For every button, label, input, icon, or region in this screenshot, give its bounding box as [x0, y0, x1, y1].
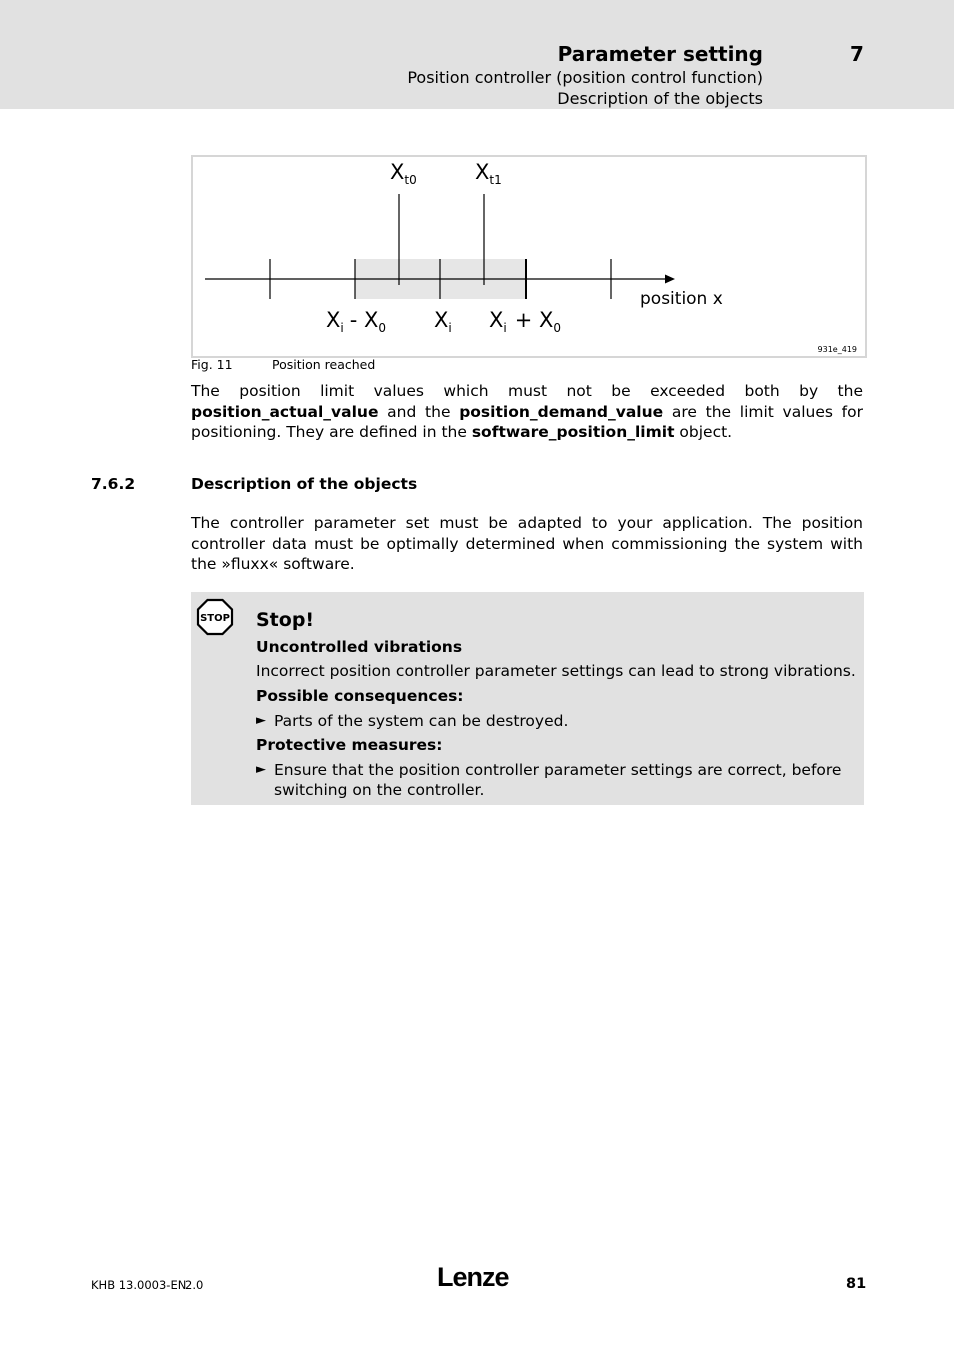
hazard-heading: Uncontrolled vibrations [256, 638, 463, 656]
chapter-title: Parameter setting [557, 42, 763, 66]
section-number: 7.6.2 [91, 475, 136, 493]
label-target-position: $X_i$ [434, 308, 452, 335]
consequence-item: ► Parts of the system can be destroyed. [256, 712, 569, 730]
label-upper-limit: $X_i + X_0$ [489, 308, 562, 335]
consequences-label: Possible consequences: [256, 687, 464, 705]
measures-label: Protective measures: [256, 736, 443, 754]
intro-paragraph: The position limit values which must not be exceeded both by the position_actual_value and the position_demand_value are the limit values for positioning. They are defined in the software_position_limit object. [191, 382, 863, 441]
measure-item: ► Ensure that the position controller parameter settings are correct, before switching on the controller. [256, 761, 842, 799]
section-subtitle: Position controller (position control function) [407, 68, 763, 87]
chapter-number: 7 [850, 42, 864, 66]
subsection-subtitle: Description of the objects [557, 89, 763, 108]
axis-arrowhead [665, 275, 675, 284]
hazard-description: Incorrect position controller parameter settings can lead to strong vibrations. [256, 662, 856, 680]
figure-number: Fig. 11 [191, 357, 233, 372]
svg-text:STOP: STOP [200, 613, 230, 624]
bullet-arrow-icon: ► [256, 713, 266, 728]
label-xt1: $X_{t1}$ [475, 160, 502, 187]
document-number: KHB 13.0003-EN [91, 1278, 187, 1292]
position-diagram [193, 157, 865, 356]
stop-sign-icon [196, 598, 234, 636]
header-band [0, 0, 954, 109]
figure-caption: Position reached [272, 357, 376, 372]
label-lower-limit: $X_i - X_0$ [326, 308, 387, 335]
image-code: 931e_419 [817, 345, 857, 354]
page-number: 81 [846, 1276, 867, 1292]
bullet-arrow-icon: ► [256, 762, 266, 777]
document-version: 2.0 [185, 1278, 204, 1292]
stop-title: Stop! [256, 609, 315, 631]
lenze-logo: Lenze [437, 1262, 509, 1292]
axis-label: position x [640, 289, 723, 309]
label-xt0: $X_{t0}$ [390, 160, 417, 187]
position-reached-figure [191, 155, 867, 358]
section-title: Description of the objects [191, 475, 418, 493]
section-body: The controller parameter set must be adapted to your application. The position controller data must be optimally determined when commissioning the system with the »fluxx« software. [191, 514, 863, 573]
